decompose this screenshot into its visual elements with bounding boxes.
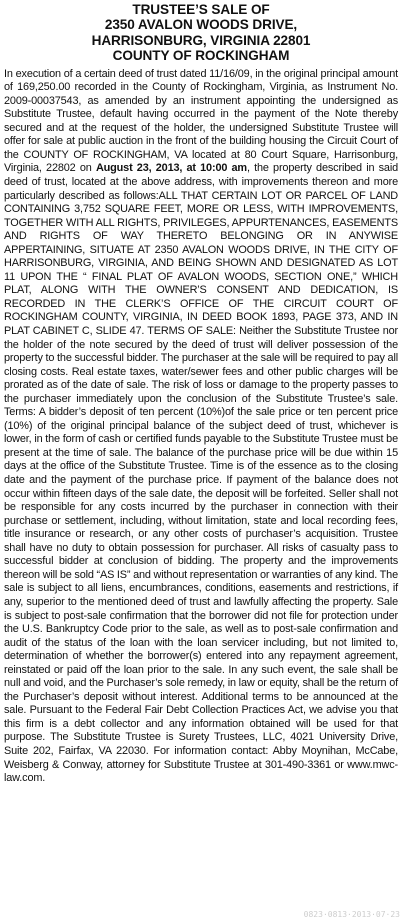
notice-body-part-2: , the property described in said deed of trust, located at the above address, with improvements thereon and more particularly described as follows:ALL THAT CERTAIN LOT OR PARCEL OF LAND CONTAINING 3,752 SQUARE FEET, MORE OR LESS, WITH IMPROVEMENTS, TOGETHER WITH ALL RIGHTS, PRIVILEGES, APPURTENANCES, EASEMENTS AND RIGHTS OF WAY THERETO BELONGING OR IN ANYWISE APPERTAINING, SITUATE AT 2350 AVALON WOODS DRIVE, IN THE CITY OF HARRISONBURG, VIRGINIA, AND BEING SHOWN AND DESIGNATED AS LOT 11 UPON THE “ FINAL PLAT OF AVALON WOODS, SECTION ONE,” WHICH PLAT, ALONG WITH THE OWNER’S CONSENT AND DEDICATION, IS RECORDED IN THE CLERK’S OFFICE OF THE CIRCUIT COURT OF ROCKINGHAM COUNTY, VIRGINIA, IN DEED BOOK 1893, PAGE 373, AND IN PLAT CABINET C, SLIDE 47. TERMS OF SALE: Neither the Substitute Trustee nor the holder of the note secured by the deed of trust will deliver possession of the property to the successful bidder. The purchaser at the sale will be required to pay all closing costs. Real estate taxes, water/sewer fees and other public charges will be prorated as of the date of sale. The risk of loss or damage to the property passes to the purchaser immediately upon the conclusion of the Substitute Trustee’s sale. Terms: A bidder’s deposit of ten percent (10%)of the sale price or ten percent price (10%) of the original principal balance of the subject deed of trust, whichever is lower, in the form of cash or certified funds payable to the Substitute Trustee must be present at the time of sale. The balance of the purchase price will be due within 15 days at the office of the Substitute Trustee. Time is of the essence as to the closing date and the payment of the purchase price. If payment of the balance does not occur within fifteen days of the sale date, the deposit will be forfeited. Seller shall not be responsible for any costs incurred by the purchaser in connection with their purchase or settlement, including, without limitation, state and local recording fees, title insurance or research, or any other costs of purchaser’s acquisition. Trustee shall have no duty to obtain possession for purchaser. All risks of casualty pass to successful bidder at conclusion of bidding. The property and the improvements thereon will be sold “AS IS” and without representation or warranties of any kind. The sale is subject to all liens, encumbrances, conditions, easements and restrictions, if any, superior to the mentioned deed of trust and lawfully affecting the property. Sale is subject to post-sale confirmation that the borrower did not file for protection under the U.S. Bankruptcy Code prior to the sale, as well as to post-sale confirmation and audit of the status of the loan with the loan servicer including, but not limited to, determination of whether the borrower(s) entered into any repayment agreement, reinstated or paid off the loan prior to the sale. In any such event, the sale shall be null and void, and the Purchaser’s sole remedy, in law or equity, shall be the return of the Purchaser’s deposit without interest. Additional terms to be announced at the sale. Pursuant to the Federal Fair Debt Collection Practices Act, we advise you that this firm is a debt collector and any information obtained will be used for that purpose. The Substitute Trustee is Surety Trustees, LLC, 4021 University Drive, Suite 202, Fairfax, VA 22030. For information contact: Abby Moynihan, McCabe, Weisberg & Conway, attorney for Substitute Trustee at 301-490-3361 or www.mwc-law.com. <box>4 162 399 785</box>
title-line-4: COUNTY OF ROCKINGHAM <box>112 48 290 64</box>
title-line-2: 2350 AVALON WOODS DRIVE, <box>104 17 298 33</box>
notice-body <box>4 68 398 786</box>
footer-watermark: 0823·0813·2013·07·23 <box>303 910 400 919</box>
title-line-3: HARRISONBURG, VIRGINIA 22801 <box>91 32 311 48</box>
legal-notice <box>4 2 398 786</box>
notice-title <box>4 2 398 64</box>
notice-body-part-1: In execution of a certain deed of trust dated 11/16/09, in the original principal amount of 169,250.00 recorded in the County of Rockingham, Virginia, as Instrument No. 2009-00037543, as amended by an instrument appointing the undersigned as Substitute Trustee, default having occurred in the payment of the Note thereby secured and at the request of the holder, the undersigned Substitute Trustee will offer for sale at public auction in the front of the building housing the Circuit Court of the COUNTY OF ROCKINGHAM, VA located at 80 Court Square, Harrisonburg, Virginia, 22802 on <box>4 67 398 175</box>
title-line-1: TRUSTEE’S SALE OF <box>132 2 270 17</box>
sale-date-time: August 23, 2013, at 10:00 am <box>95 162 247 175</box>
